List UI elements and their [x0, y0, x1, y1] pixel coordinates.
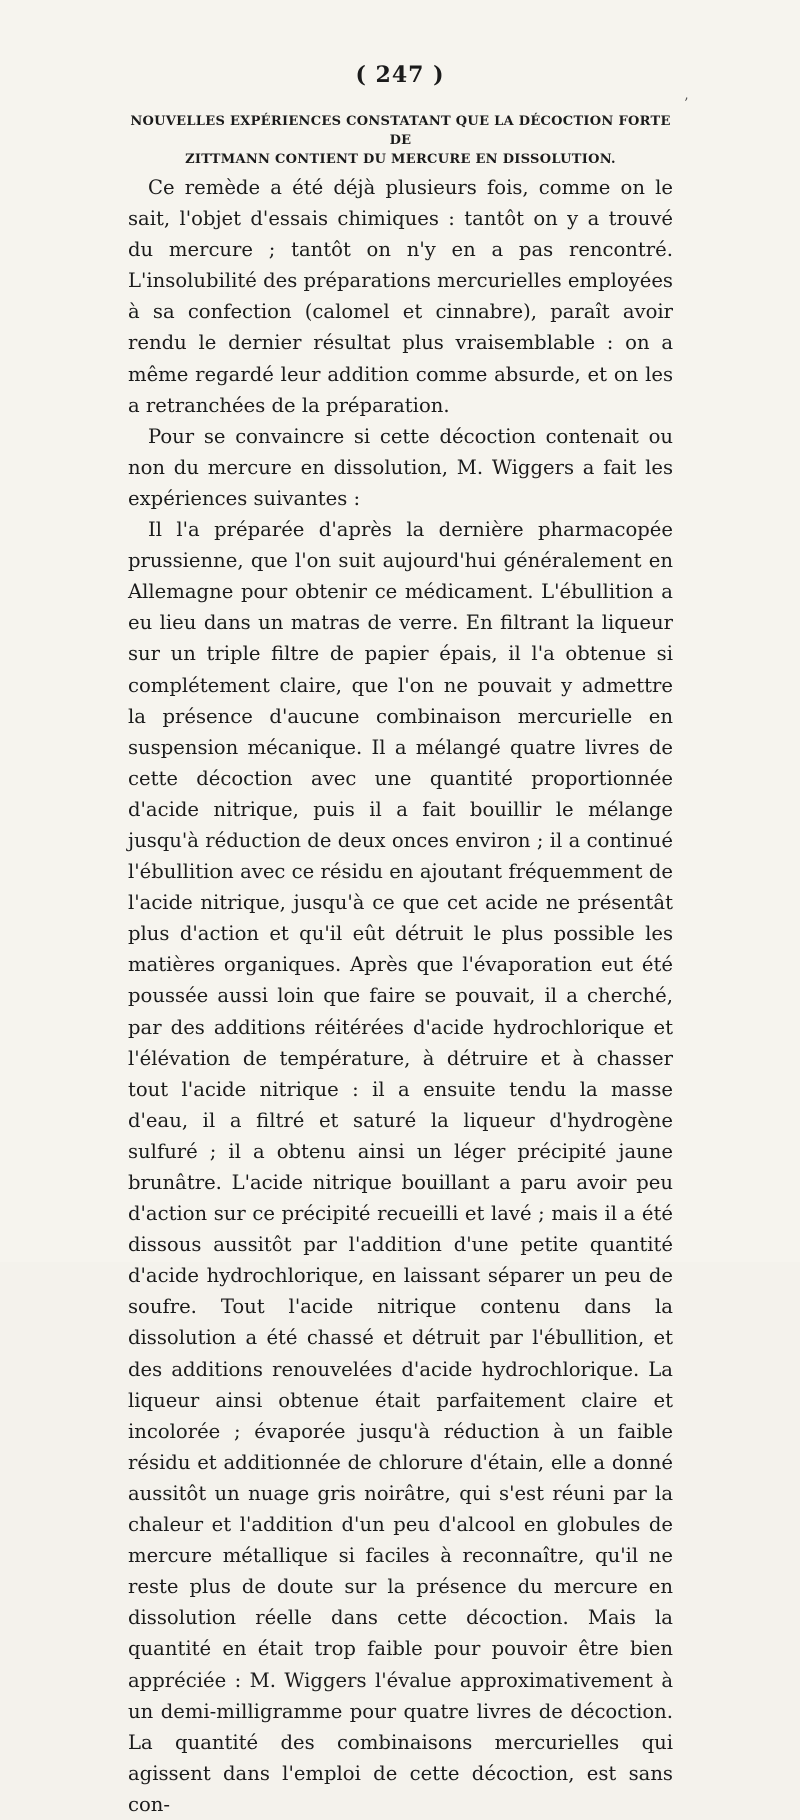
paragraph: Ce remède a été déjà plusieurs fois, comme on le sait, l'objet d'essais chimiques : tantôt on y a trouvé du mercure ; tantôt on n'y en a pas rencontré. L'insolubilité des préparations mercurielles employées à sa confection (calomel et cinnabre), paraît avoir rendu le dernier résultat plus vraisemblable : on a même regardé leur addition comme absurde, et on les a retranchées de la préparation.	[128, 176, 673, 417]
article-heading	[128, 112, 673, 169]
heading-line-1: NOUVELLES EXPÉRIENCES CONSTATANT QUE LA DÉCOCTION FORTE DE	[130, 114, 671, 148]
paragraph: Pour se convaincre si cette décoction contenait ou non du mercure en dissolution, M. Wiggers a fait les expériences suivantes :	[128, 424, 673, 510]
paragraph: Il l'a préparée d'après la dernière pharmacopée prussienne, que l'on suit aujourd'hui généralement en Allemagne pour obtenir ce médicament. L'ébullition a eu lieu dans un matras de verre. En filtrant la liqueur sur un triple filtre de papier épais, il l'a obtenue si complétement claire, que l'on ne pouvait y admettre la présence d'aucune combinaison mercurielle en suspension mécanique. Il a mélangé quatre livres de cette décoction avec une quantité proportionnée d'acide nitrique, puis il a fait bouillir le mélange jusqu'à réduction de deux onces environ ; il a continué l'ébullition avec ce résidu en ajoutant fréquemment de l'acide nitrique, jusqu'à ce que cet acide ne présentât plus d'action et qu'il eût détruit le plus possible les matières organiques. Après que l'évaporation eut été poussée aussi loin que faire se pouvait, il a cherché, par des additions réitérées d'acide hydrochlorique et l'élévation de température, à détruire et à chasser tout l'acide nitrique : il a ensuite tendu la masse d'eau, il a filtré et saturé la liqueur d'hydrogène sulfuré ; il a obtenu ainsi un léger précipité jaune brunâtre. L'acide nitrique bouillant a paru avoir peu d'action sur ce précipité recueilli et lavé ; mais il a été dissous aussitôt par l'addition d'une petite quantité d'acide hydrochlorique, en laissant séparer un peu de soufre. Tout l'acide nitrique contenu dans la dissolution a été chassé et détruit par l'ébullition, et des additions renouvelées d'acide hydrochlorique. La liqueur ainsi obtenue était parfaitement claire et incolorée ; évaporée jusqu'à réduction à un faible résidu et additionnée de chlorure d'étain, elle a donné aussitôt un nuage gris noirâtre, qui s'est réuni par la chaleur et l'addition d'un peu d'alcool en globules de mercure métallique si faciles à reconnaître, qu'il ne reste plus de doute sur la présence du mercure en dissolution réelle dans cette décoction. Mais la quantité en était trop faible pour pouvoir être bien appréciée : M. Wiggers l'évalue approximativement à un demi-milligramme pour quatre livres de décoction. La quantité des combinaisons mercurielles qui agissent dans l'emploi de cette décoction, est sans con-	[128, 518, 673, 1816]
article-body	[128, 172, 673, 1820]
margin-mark: ’	[684, 96, 689, 112]
page-number: ( 247 )	[355, 62, 445, 88]
heading-line-2: ZITTMANN CONTIENT DU MERCURE EN DISSOLUTION.	[185, 152, 616, 167]
